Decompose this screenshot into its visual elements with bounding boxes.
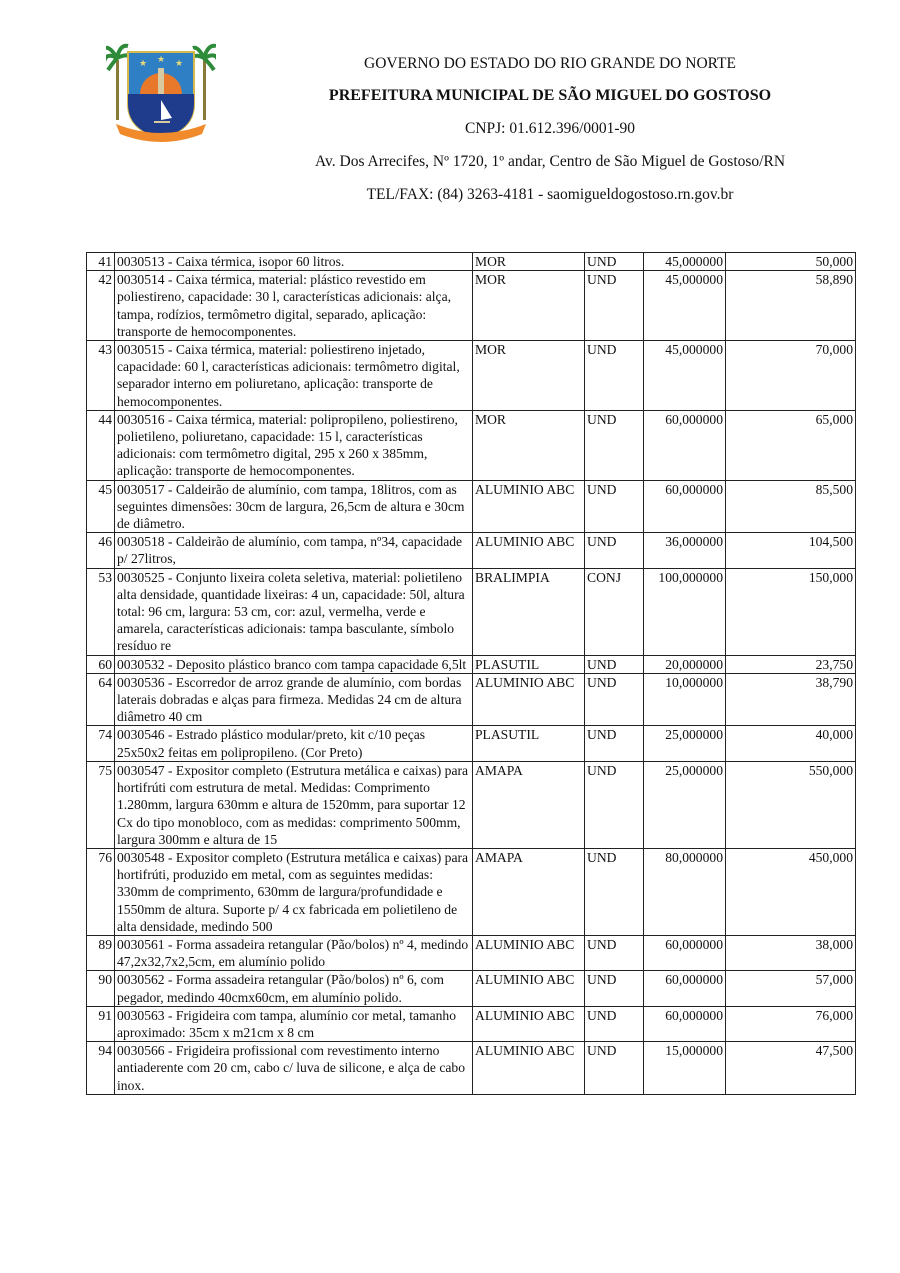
- item-number: 75: [87, 761, 115, 848]
- item-brand: PLASUTIL: [473, 726, 585, 761]
- item-unit: UND: [585, 253, 644, 271]
- table-row: [87, 410, 856, 480]
- item-brand: MOR: [473, 253, 585, 271]
- contact-line: TEL/FAX: (84) 3263-4181 - saomigueldogostoso.rn.gov.br: [366, 186, 734, 203]
- item-unit: UND: [585, 410, 644, 480]
- table-row: [87, 761, 856, 848]
- item-price: 23,750: [726, 655, 856, 673]
- item-quantity: 60,000000: [644, 1006, 726, 1041]
- item-unit: UND: [585, 533, 644, 568]
- table-row: [87, 533, 856, 568]
- item-quantity: 36,000000: [644, 533, 726, 568]
- item-price: 450,000: [726, 848, 856, 935]
- item-brand: ALUMINIO ABC: [473, 533, 585, 568]
- item-brand: PLASUTIL: [473, 655, 585, 673]
- item-unit: UND: [585, 726, 644, 761]
- item-quantity: 10,000000: [644, 673, 726, 726]
- item-quantity: 60,000000: [644, 410, 726, 480]
- item-brand: MOR: [473, 410, 585, 480]
- item-number: 60: [87, 655, 115, 673]
- item-description: 0030536 - Escorredor de arroz grande de alumínio, com bordas laterais dobradas e alças para firmeza. Medidas 24 cm de altura diâmetro 40 cm: [115, 673, 473, 726]
- item-description: 0030546 - Estrado plástico modular/preto, kit c/10 peças 25x50x2 feitas em polipropileno. (Cor Preto): [115, 726, 473, 761]
- item-unit: UND: [585, 761, 644, 848]
- item-brand: AMAPA: [473, 848, 585, 935]
- item-unit: UND: [585, 655, 644, 673]
- item-quantity: 80,000000: [644, 848, 726, 935]
- table-row: [87, 673, 856, 726]
- item-price: 76,000: [726, 1006, 856, 1041]
- item-number: 42: [87, 271, 115, 341]
- municipality-title: PREFEITURA MUNICIPAL DE SÃO MIGUEL DO GOSTOSO: [328, 87, 772, 104]
- item-price: 57,000: [726, 971, 856, 1006]
- table-row: [87, 971, 856, 1006]
- item-price: 40,000: [726, 726, 856, 761]
- item-unit: UND: [585, 935, 644, 970]
- item-brand: MOR: [473, 341, 585, 411]
- item-description: 0030548 - Expositor completo (Estrutura metálica e caixas) para hortifrúti, produzido em metal, com as seguintes medidas: 330mm de comprimento, 630mm de largura/profundidade e 1550mm de altura. Suporte p/ 4 cx fabricada em polietileno de alta densidade, medindo 500: [115, 848, 473, 935]
- municipal-coat-of-arms-logo: [106, 38, 216, 146]
- item-description: 0030513 - Caixa térmica, isopor 60 litros.: [115, 253, 473, 271]
- item-quantity: 45,000000: [644, 271, 726, 341]
- item-brand: MOR: [473, 271, 585, 341]
- item-number: 90: [87, 971, 115, 1006]
- item-price: 38,790: [726, 673, 856, 726]
- item-number: 46: [87, 533, 115, 568]
- item-unit: CONJ: [585, 568, 644, 655]
- item-unit: UND: [585, 1006, 644, 1041]
- item-description: 0030517 - Caldeirão de alumínio, com tampa, 18litros, com as seguintes dimensões: 30cm de largura, 26,5cm de altura e 30cm de diâmetro.: [115, 480, 473, 533]
- item-description: 0030532 - Deposito plástico branco com tampa capacidade 6,5lt: [115, 655, 473, 673]
- item-quantity: 20,000000: [644, 655, 726, 673]
- table-row: [87, 568, 856, 655]
- items-price-table: [86, 252, 856, 1095]
- item-brand: BRALIMPIA: [473, 568, 585, 655]
- item-description: 0030561 - Forma assadeira retangular (Pão/bolos) nº 4, medindo 47,2x32,7x2,5cm, em alumínio polido: [115, 935, 473, 970]
- item-price: 70,000: [726, 341, 856, 411]
- svg-text:★: ★: [175, 58, 184, 68]
- item-unit: UND: [585, 341, 644, 411]
- item-description: 0030514 - Caixa térmica, material: plástico revestido em poliestireno, capacidade: 30 l, características adicionais: alça, tampa, rodízios, termômetro digital, separado, aplicação: transporte de hemocomponentes.: [115, 271, 473, 341]
- item-brand: ALUMINIO ABC: [473, 480, 585, 533]
- item-number: 41: [87, 253, 115, 271]
- item-unit: UND: [585, 971, 644, 1006]
- item-description: 0030518 - Caldeirão de alumínio, com tampa, nº34, capacidade p/ 27litros,: [115, 533, 473, 568]
- item-price: 58,890: [726, 271, 856, 341]
- item-price: 85,500: [726, 480, 856, 533]
- item-description: 0030525 - Conjunto lixeira coleta seletiva, material: polietileno alta densidade, quantidade lixeiras: 4 un, capacidade: 50l, altura total: 96 cm, largura: 53 cm, cor: azul, vermelha, verde e amarela, características adicionais: tampa basculante, símbolo resíduo re: [115, 568, 473, 655]
- item-brand: ALUMINIO ABC: [473, 1042, 585, 1095]
- item-brand: ALUMINIO ABC: [473, 1006, 585, 1041]
- item-price: 65,000: [726, 410, 856, 480]
- item-quantity: 60,000000: [644, 935, 726, 970]
- table-row: [87, 1042, 856, 1095]
- item-number: 74: [87, 726, 115, 761]
- item-description: 0030563 - Frigideira com tampa, alumínio cor metal, tamanho aproximado: 35cm x m21cm x 8 cm: [115, 1006, 473, 1041]
- table-row: [87, 341, 856, 411]
- svg-text:★: ★: [157, 54, 166, 64]
- item-unit: UND: [585, 1042, 644, 1095]
- cnpj-line: CNPJ: 01.612.396/0001-90: [464, 120, 636, 137]
- table-row: [87, 253, 856, 271]
- item-unit: UND: [585, 480, 644, 533]
- table-row: [87, 726, 856, 761]
- item-quantity: 60,000000: [644, 480, 726, 533]
- item-description: 0030515 - Caixa térmica, material: poliestireno injetado, capacidade: 60 l, características adicionais: termômetro digital, separador interno em poliuretano, aplicação: transporte de hemocomponentes.: [115, 341, 473, 411]
- item-description: 0030516 - Caixa térmica, material: polipropileno, poliestireno, polietileno, poliuretano, capacidade: 15 l, características adicionais: com termômetro digital, 295 x 260 x 385mm, aplicação: transporte de hemocomponentes.: [115, 410, 473, 480]
- item-price: 38,000: [726, 935, 856, 970]
- item-number: 94: [87, 1042, 115, 1095]
- item-unit: UND: [585, 271, 644, 341]
- item-description: 0030566 - Frigideira profissional com revestimento interno antiaderente com 20 cm, cabo c/ luva de silicone, e alça de cabo inox.: [115, 1042, 473, 1095]
- item-description: 0030547 - Expositor completo (Estrutura metálica e caixas) para hortifrúti com estrutura de metal. Medidas: Comprimento 1.280mm, largura 630mm e altura de 1520mm, para suportar 12 Cx do tipo monobloco, com as medidas: comprimento 500mm, largura 300mm e altura de 15: [115, 761, 473, 848]
- item-quantity: 25,000000: [644, 761, 726, 848]
- item-number: 45: [87, 480, 115, 533]
- item-price: 550,000: [726, 761, 856, 848]
- item-brand: AMAPA: [473, 761, 585, 848]
- state-government-title: GOVERNO DO ESTADO DO RIO GRANDE DO NORTE: [364, 55, 736, 72]
- item-price: 104,500: [726, 533, 856, 568]
- table-row: [87, 480, 856, 533]
- item-number: 53: [87, 568, 115, 655]
- item-number: 91: [87, 1006, 115, 1041]
- item-price: 150,000: [726, 568, 856, 655]
- svg-text:★: ★: [139, 58, 148, 68]
- item-number: 43: [87, 341, 115, 411]
- item-quantity: 45,000000: [644, 253, 726, 271]
- item-number: 76: [87, 848, 115, 935]
- item-number: 64: [87, 673, 115, 726]
- item-brand: ALUMINIO ABC: [473, 935, 585, 970]
- item-unit: UND: [585, 673, 644, 726]
- item-quantity: 25,000000: [644, 726, 726, 761]
- table-row: [87, 271, 856, 341]
- item-brand: ALUMINIO ABC: [473, 971, 585, 1006]
- table-row: [87, 848, 856, 935]
- item-unit: UND: [585, 848, 644, 935]
- address-line: Av. Dos Arrecifes, Nº 1720, 1º andar, Centro de São Miguel de Gostoso/RN: [314, 153, 786, 170]
- item-number: 89: [87, 935, 115, 970]
- table-row: [87, 1006, 856, 1041]
- item-quantity: 60,000000: [644, 971, 726, 1006]
- item-quantity: 45,000000: [644, 341, 726, 411]
- item-quantity: 15,000000: [644, 1042, 726, 1095]
- item-number: 44: [87, 410, 115, 480]
- table-row: [87, 655, 856, 673]
- item-brand: ALUMINIO ABC: [473, 673, 585, 726]
- table-row: [87, 935, 856, 970]
- item-price: 47,500: [726, 1042, 856, 1095]
- item-price: 50,000: [726, 253, 856, 271]
- item-quantity: 100,000000: [644, 568, 726, 655]
- item-description: 0030562 - Forma assadeira retangular (Pão/bolos) nº 6, com pegador, medindo 40cmx60cm, em alumínio polido.: [115, 971, 473, 1006]
